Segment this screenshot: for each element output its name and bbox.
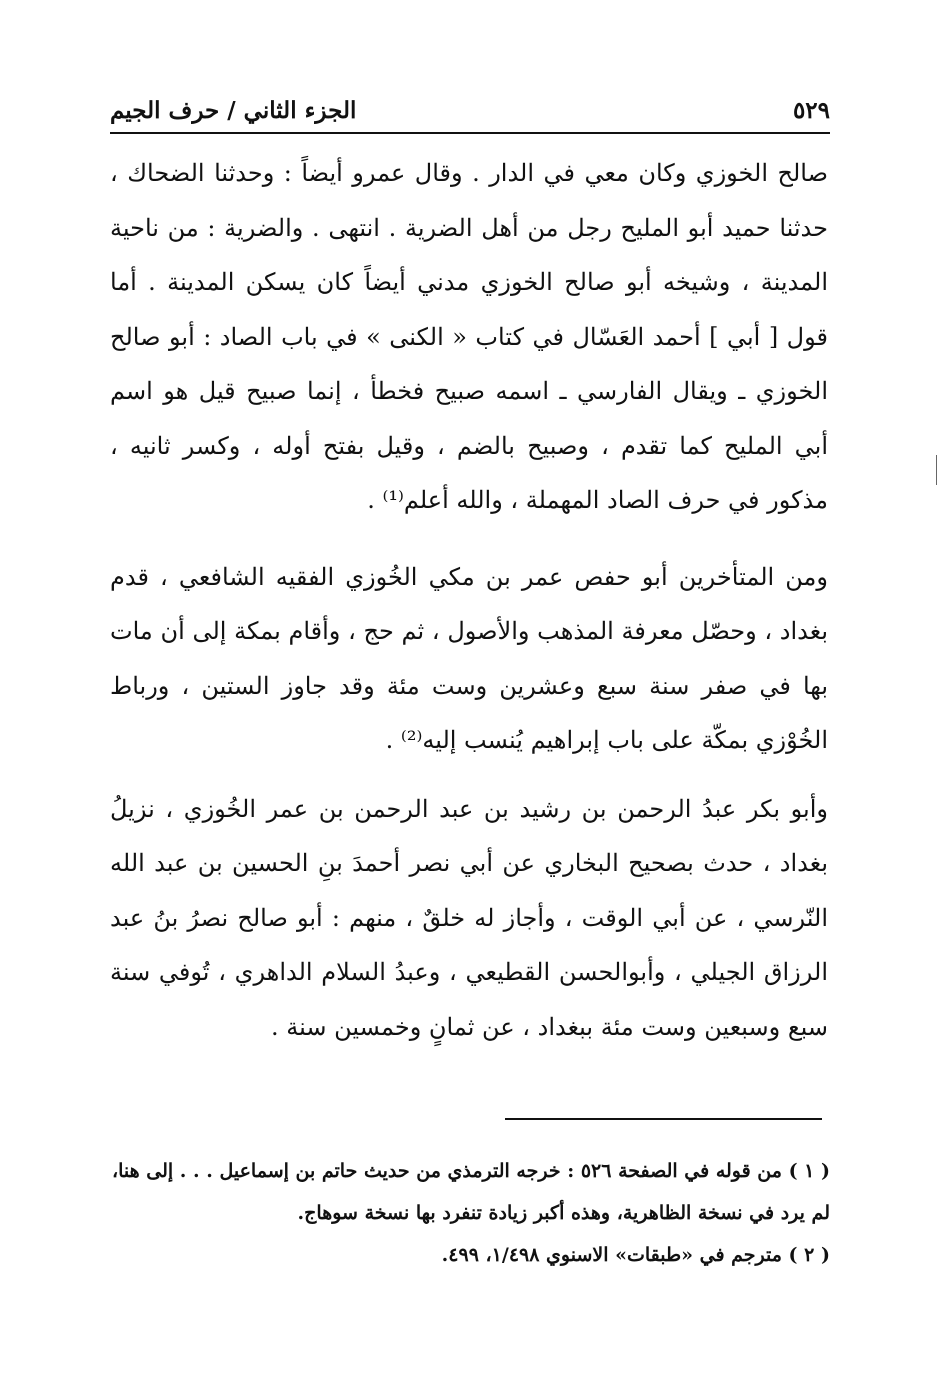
paragraph-1: صالح الخوزي وكان معي في الدار . وقال عمرو أيضاً : وحدثنا الضحاك ، حدثنا حميد أبو المليح رجل من أهل الضرية . انتهى . والضرية : من ناحية المدينة ، وشيخه أبو صالح الخوزي مدني أيضاً كان يسكن المدينة . أما قول [ أبي ] أحمد العَسّال في كتاب « الكنى » في باب الصاد : أبو صالح الخوزي ـ ويقال الفارسي ـ اسمه صبيح فخطأ ، إنما صبيح قيل هو اسم أبي المليح كما تقدم ، وصبيح بالضم ، وقيل بفتح أوله ، وكسر ثانيه ، مذكور في حرف الصاد المهملة ، والله أعلم⁽¹⁾ . <box>110 159 828 514</box>
paragraph-3: وأبو بكر عبدُ الرحمن بن رشيد بن عبد الرحمن بن عمر الخُوزي ، نزيلُ بغداد ، حدث بصحيح البخاري عن أبي نصر أحمدَ بنِ الحسين بن عبد الله النّرسي ، عن أبي الوقت ، وأجاز له خلقٌ ، منهم : أبو صالح نصرُ بنُ عبد الرزاق الجيلي ، وأبوالحسن القطيعي ، وعبدُ السلام الداهري ، تُوفي سنة سبع وسبعين وست مئة ببغداد ، عن ثمانٍ وخمسين سنة . <box>110 794 828 1041</box>
header-title: الجزء الثاني / حرف الجيم <box>110 97 357 124</box>
footnote-2: ( ٢ ) مترجم في «طبقات» الاسنوي ١/٤٩٨، ٤٩٩. <box>441 1244 830 1266</box>
header-divider <box>110 132 830 134</box>
main-text <box>110 146 828 1068</box>
footnotes <box>110 1150 830 1276</box>
scan-artifact <box>936 455 937 485</box>
footnote-1: ( ١ ) من قوله في الصفحة ٥٢٦ : خرجه الترمذي من حديث حاتم بن إسماعيل . . . إلى هنا، لم يرد في نسخة الظاهرية، وهذه أكبر زيادة تنفرد بها نسخة سوهاج. <box>111 1160 830 1224</box>
page-number: ٥٢٩ <box>792 97 830 124</box>
paragraph-2: ومن المتأخرين أبو حفص عمر بن مكي الخُوزي الفقيه الشافعي ، قدم بغداد ، وحصّل معرفة المذهب والأصول ، ثم حج ، وأقام بمكة إلى أن مات بها في صفر سنة سبع وعشرين وست مئة وقد جاوز الستين ، ورباط الخُوْزي بمكّة على باب إبراهيم يُنسب إليه⁽²⁾ . <box>110 562 828 754</box>
footnote-divider <box>505 1118 822 1120</box>
running-header <box>110 80 830 124</box>
